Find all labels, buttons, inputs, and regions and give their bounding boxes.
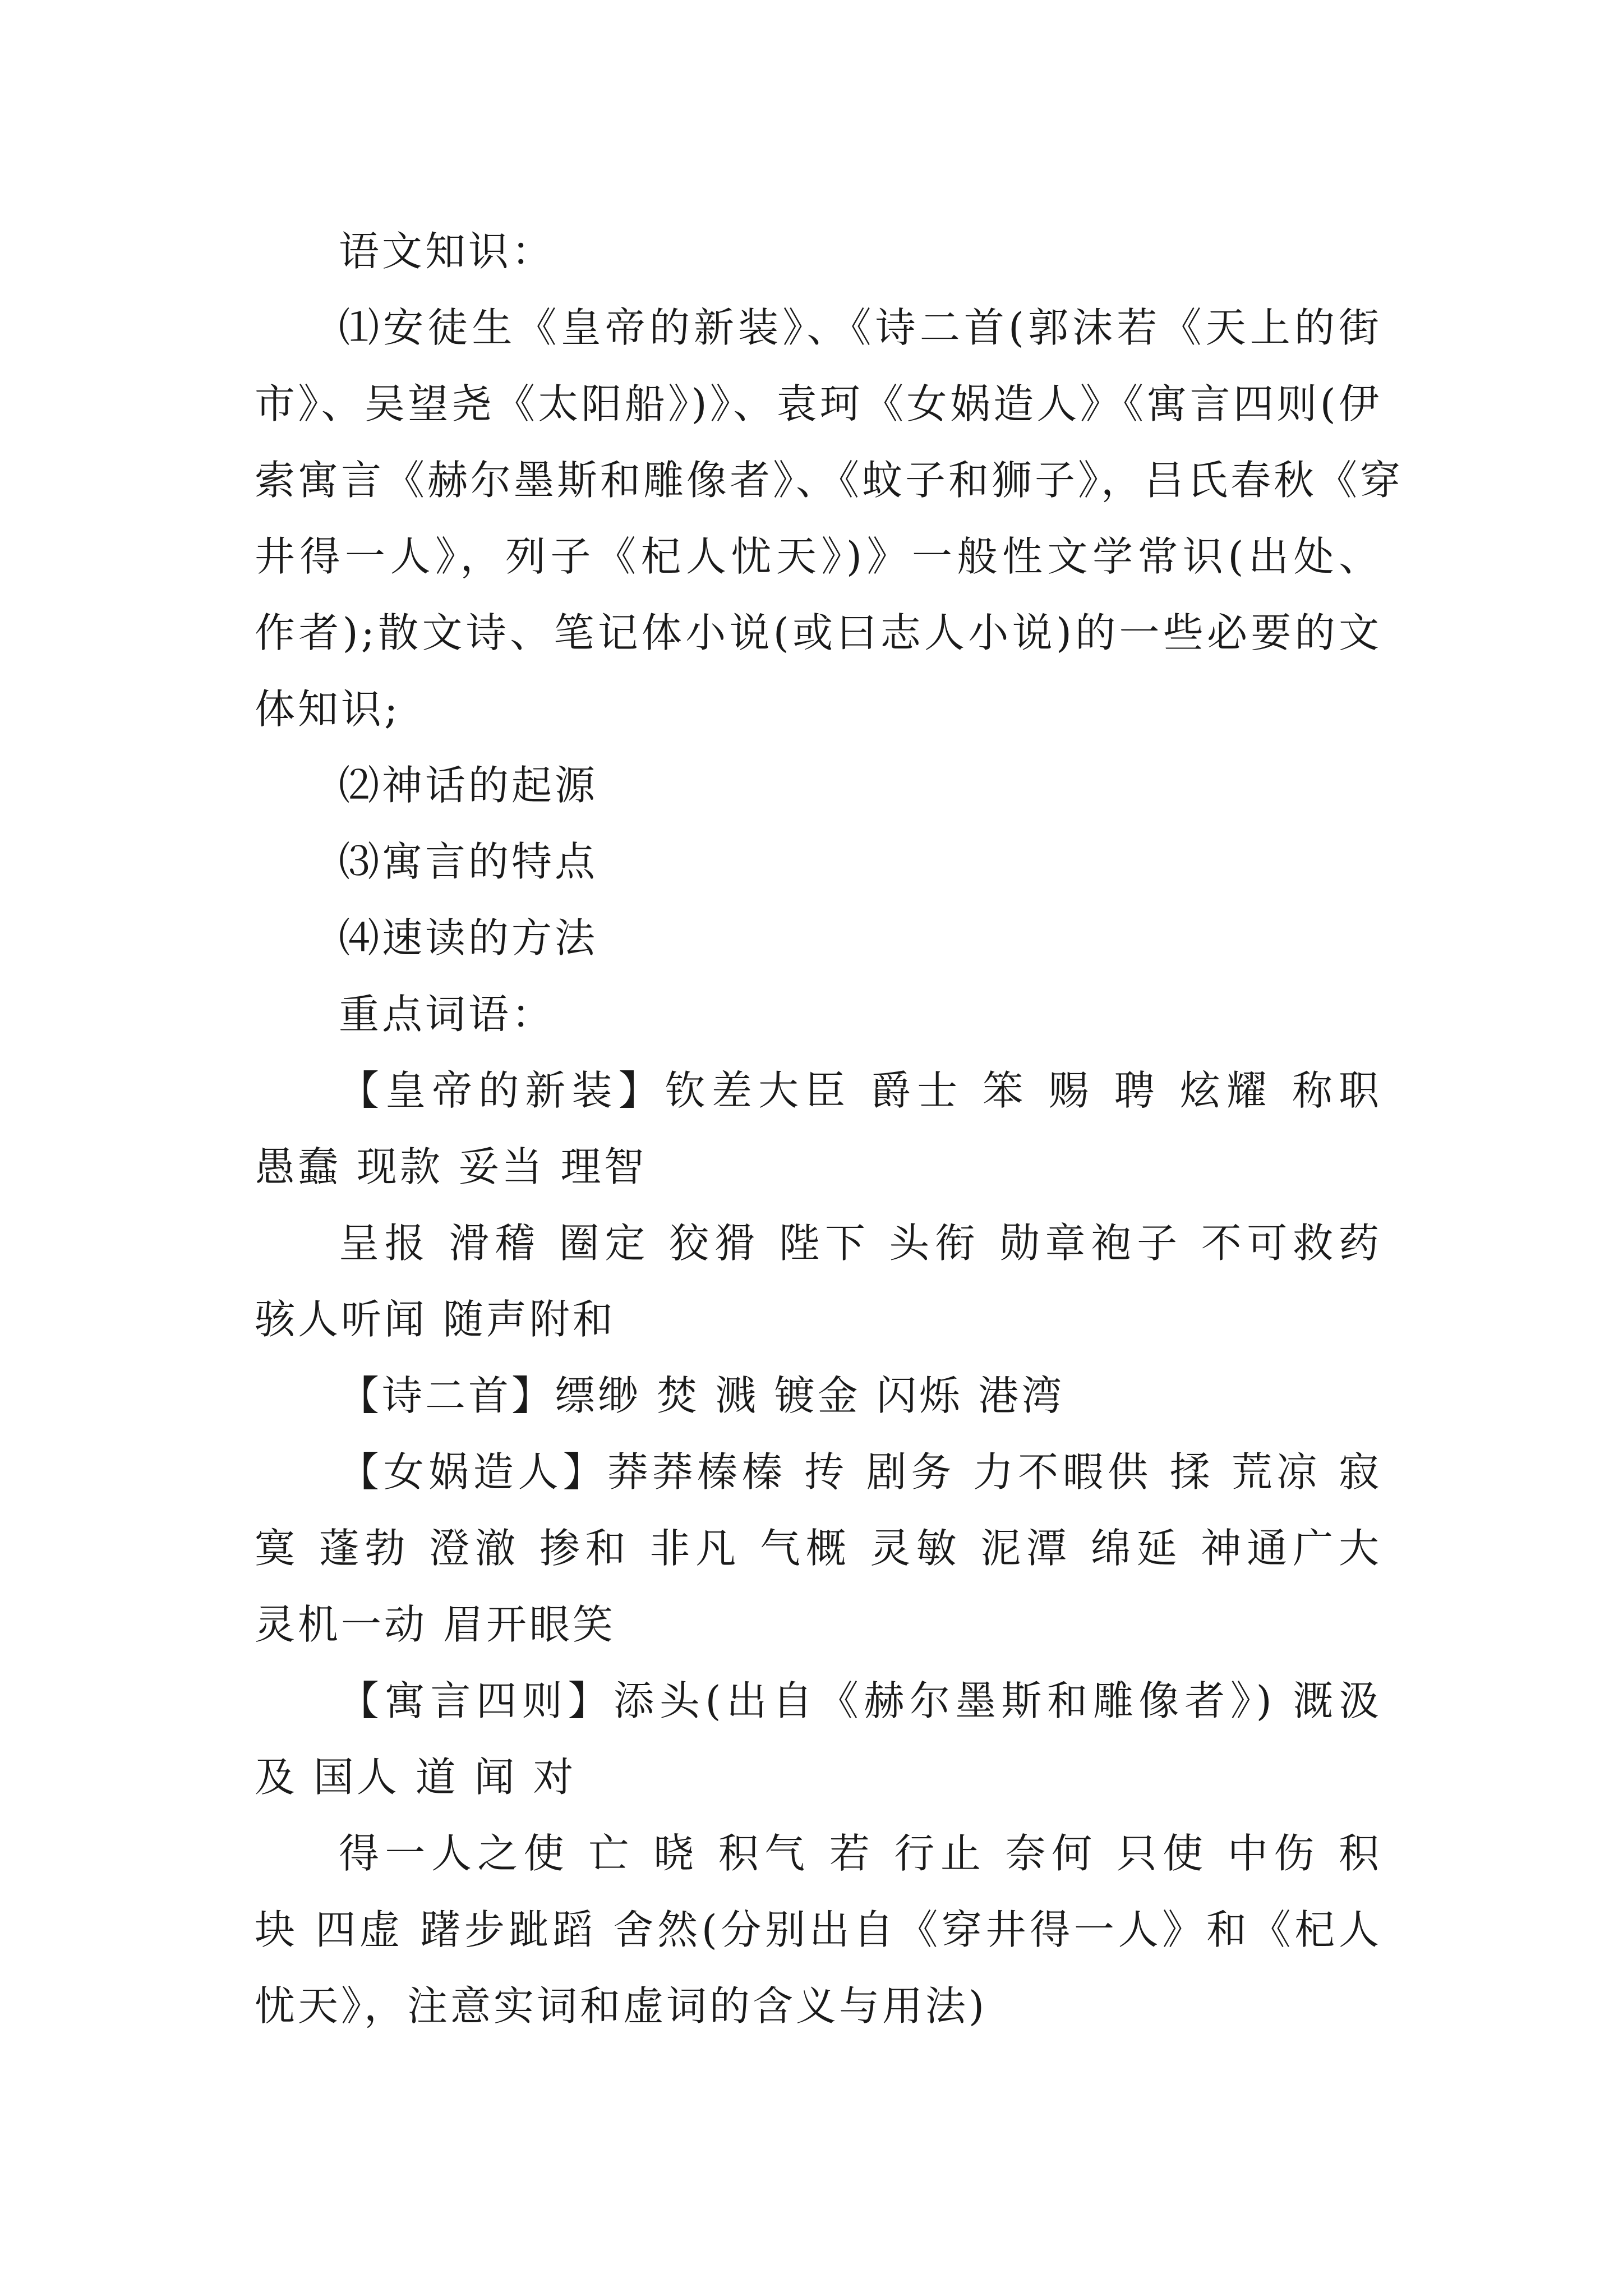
text-line: ⑵神话的起源 [339, 762, 598, 809]
text-line: 【皇帝的新装】钦差大臣 爵士 笨 赐 聘 炫耀 称职 [339, 1067, 1382, 1114]
text-line: 语文知识： [339, 228, 555, 275]
text-line: 井得一人》，列子《杞人忧天》)》一般性文学常识(出处、 [255, 533, 1382, 580]
text-line: 忧天》，注意实词和虚词的含义与用法) [255, 1982, 988, 2030]
text-line: 作者);散文诗、笔记体小说(或曰志人小说)的一些必要的文 [255, 609, 1382, 656]
text-line: 【女娲造人】莽莽榛榛 抟 剧务 力不暇供 揉 荒凉 寂 [339, 1448, 1382, 1496]
paragraph [255, 213, 1382, 289]
document-body [255, 213, 1404, 2044]
text-line: 得一人之使 亡 晓 积气 若 行止 奈何 只使 中伤 积 [339, 1830, 1382, 1877]
text-line: 灵机一动 眉开眼笑 [255, 1601, 616, 1648]
paragraph [255, 1663, 1382, 1815]
paragraph [255, 1205, 1382, 1358]
paragraph [255, 976, 1382, 1052]
text-line: ⑶寓言的特点 [339, 838, 598, 885]
text-line: 呈报 滑稽 圈定 狡猾 陛下 头衔 勋章袍子 不可救药 [339, 1220, 1382, 1267]
text-line: ⑴安徒生《皇帝的新装》、《诗二首(郭沫若《天上的街 [339, 304, 1382, 351]
text-line: 重点词语： [339, 991, 555, 1038]
text-line: ⑷速读的方法 [339, 914, 598, 961]
paragraph [255, 823, 1382, 900]
text-line: 市》、吴望尧《太阳船》)》、袁珂《女娲造人》《寓言四则(伊 [255, 380, 1382, 427]
text-line: 及 国人 道 闻 对 [255, 1754, 577, 1801]
paragraph [255, 900, 1382, 976]
text-line: 【诗二首】缥缈 焚 溅 镀金 闪烁 港湾 [339, 1372, 1065, 1419]
text-line: 愚蠢 现款 妥当 理智 [255, 1143, 647, 1190]
text-line: 块 四虚 躇步跐蹈 舍然(分别出自《穿井得一人》和《杞人 [255, 1906, 1382, 1953]
text-line: 寞 蓬勃 澄澈 掺和 非凡 气概 灵敏 泥潭 绵延 神通广大 [255, 1525, 1382, 1572]
text-line: 体知识; [255, 685, 401, 733]
paragraph [255, 1052, 1382, 1205]
paragraph [255, 1815, 1382, 2044]
text-line: 骇人听闻 随声附和 [255, 1296, 616, 1343]
paragraph [255, 1358, 1382, 1434]
text-line: 【寓言四则】添头(出自《赫尔墨斯和雕像者》) 溉汲 [339, 1677, 1382, 1724]
paragraph [255, 1434, 1382, 1663]
text-line: 索寓言《赫尔墨斯和雕像者》、《蚊子和狮子》，吕氏春秋《穿 [255, 457, 1404, 504]
paragraph [255, 747, 1382, 823]
paragraph [255, 289, 1404, 747]
